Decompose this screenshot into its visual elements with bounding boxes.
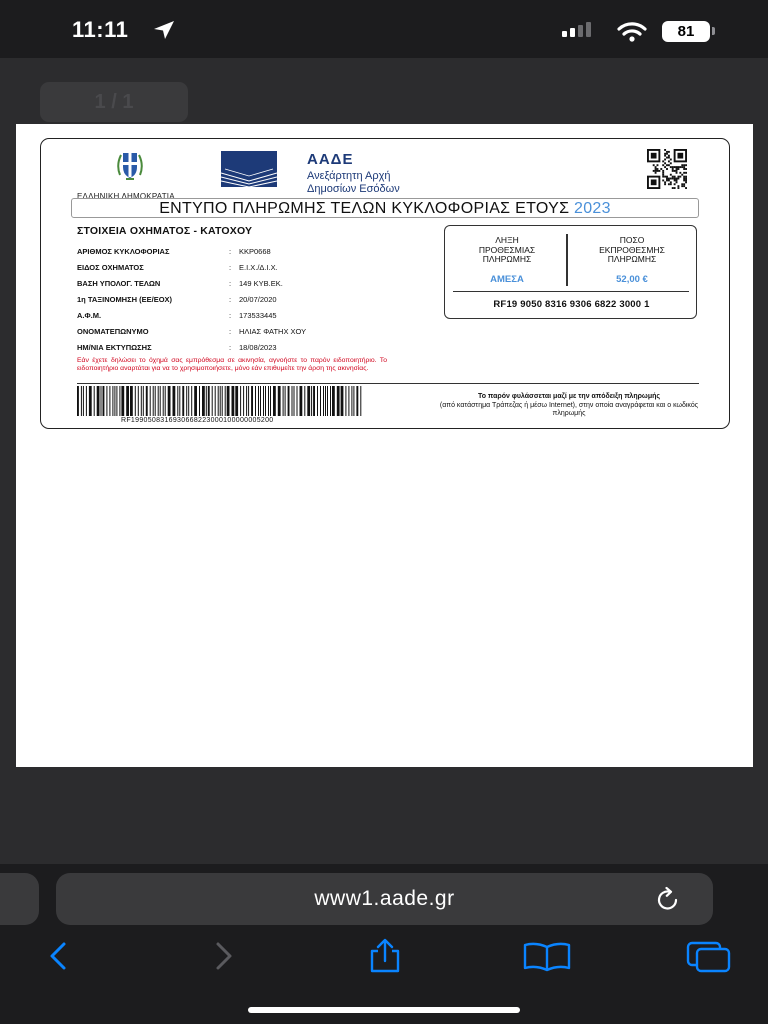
aade-name-line2: Δημοσίων Εσόδων (307, 183, 400, 195)
field-value: 149 ΚΥΒ.ΕΚ. (239, 279, 283, 288)
aade-abbreviation: ΑΑΔΕ (307, 151, 354, 168)
section-heading: ΣΤΟΙΧΕΙΑ ΟΧΗΜΑΤΟΣ - ΚΑΤΟΧΟΥ (77, 225, 253, 237)
bookmarks-book-icon[interactable] (522, 938, 572, 974)
address-bar[interactable] (56, 873, 713, 925)
amount-label: ΠΟΣΟ ΕΚΠΡΟΘΕΣΜΗΣ ΠΛΗΡΩΜΗΣ (599, 235, 665, 264)
url-text[interactable]: www1.aade.gr (314, 887, 455, 910)
payment-box-rule (453, 291, 689, 292)
pdf-page[interactable] (16, 124, 753, 767)
field-row (77, 279, 397, 291)
share-icon[interactable] (364, 938, 406, 974)
receipt-note-rest: (από κατάστημα Τράπεζας ή μέσω Internet), στην οποία αναγράφεται και ο κωδικός πληρωμής (439, 401, 699, 417)
field-row (77, 327, 397, 339)
field-row (77, 263, 397, 275)
field-row (77, 311, 397, 323)
barcode-number: RF1990508316930668223000100000005200 (121, 417, 274, 424)
cellular-signal-icon (562, 22, 591, 37)
wifi-icon (617, 21, 647, 43)
field-label: ΒΑΣΗ ΥΠΟΛΟΓ. ΤΕΛΩΝ (77, 279, 161, 288)
field-row (77, 295, 397, 307)
field-label: ΟΝΟΜΑΤΕΠΩΝΥΜΟ (77, 327, 149, 336)
status-bar (0, 0, 768, 58)
previous-tab-sliver[interactable] (0, 873, 39, 925)
field-row (77, 343, 397, 355)
field-label: 1η ΤΑΞΙΝΟΜΗΣΗ (ΕΕ/ΕΟΧ) (77, 295, 173, 304)
battery-cap (712, 27, 715, 35)
status-time: 11:11 (72, 17, 129, 42)
reload-icon[interactable] (654, 886, 682, 914)
tabs-icon[interactable] (684, 938, 734, 974)
field-separator: : (229, 327, 232, 336)
receipt-note (433, 393, 705, 419)
aade-logo-icon (221, 151, 277, 187)
payment-reference: RF19 9050 8316 9306 6822 3000 1 (493, 299, 650, 310)
field-separator: : (229, 343, 232, 352)
field-separator: : (229, 311, 232, 320)
field-label: Α.Φ.Μ. (77, 311, 102, 320)
receipt-note-bold: Το παρόν φυλάσσεται μαζί με την απόδειξη πληρωμής (477, 393, 661, 400)
battery-indicator: 81 (662, 21, 710, 42)
field-value: ΗΛΙΑΣ ΦΑΤΗΧ ΧΟΥ (239, 327, 307, 336)
field-separator: : (229, 263, 232, 272)
deadline-value: ΑΜΕΣΑ (490, 274, 524, 285)
barcode-icon (77, 386, 367, 416)
field-label: ΗΜ/ΝΙΑ ΕΚΤΥΠΩΣΗΣ (77, 343, 152, 352)
back-chevron-icon[interactable] (44, 938, 72, 974)
field-separator: : (229, 295, 232, 304)
immobilization-warning: Εάν έχετε δηλώσει το όχημά σας εμπρόθεσμα σε ακινησία, αγνοήστε το παρόν ειδοποιητήριο. Το ειδοποιητήριο αναρτάται για να το χρησιμοποιήσετε, μόνο εάν επιθυμείτε την άρση της ακινησίας. (77, 357, 387, 372)
forward-chevron-icon[interactable] (210, 938, 238, 974)
field-label: ΕΙΔΟΣ ΟΧΗΜΑΤΟΣ (77, 263, 144, 272)
field-value: 18/08/2023 (239, 343, 277, 352)
amount-value: 52,00 € (616, 274, 648, 285)
payment-form (40, 138, 730, 429)
form-title (71, 198, 699, 218)
payment-box-divider (566, 234, 568, 286)
field-value: Ε.Ι.Χ./Δ.Ι.Χ. (239, 263, 278, 272)
home-indicator (248, 1007, 520, 1013)
greek-emblem-icon (115, 149, 145, 189)
page-indicator: 1 / 1 (40, 82, 188, 122)
field-value: 173533445 (239, 311, 277, 320)
deadline-label: ΛΗΞΗ ΠΡΟΘΕΣΜΙΑΣ ΠΛΗΡΩΜΗΣ (478, 235, 536, 264)
field-label: ΑΡΙΘΜΟΣ ΚΥΚΛΟΦΟΡΙΑΣ (77, 247, 170, 256)
field-value: ΚΚΡ0668 (239, 247, 271, 256)
payment-box (444, 225, 697, 319)
field-separator: : (229, 247, 232, 256)
aade-name-line1: Ανεξάρτητη Αρχή (307, 170, 391, 182)
divider (77, 383, 699, 384)
qr-code-icon (637, 149, 697, 189)
field-separator: : (229, 279, 232, 288)
government-label: ΕΛΛΗΝΙΚΗ ΔΗΜΟΚΡΑΤΙΑ (77, 192, 175, 201)
field-value: 20/07/2020 (239, 295, 277, 304)
form-title-year: 2023 (574, 200, 611, 217)
location-arrow-icon (152, 20, 176, 40)
field-row (77, 247, 397, 259)
form-title-text: ΕΝΤΥΠΟ ΠΛΗΡΩΜΗΣ ΤΕΛΩΝ ΚΥΚΛΟΦΟΡΙΑΣ ΕΤΟΥΣ (159, 200, 570, 217)
